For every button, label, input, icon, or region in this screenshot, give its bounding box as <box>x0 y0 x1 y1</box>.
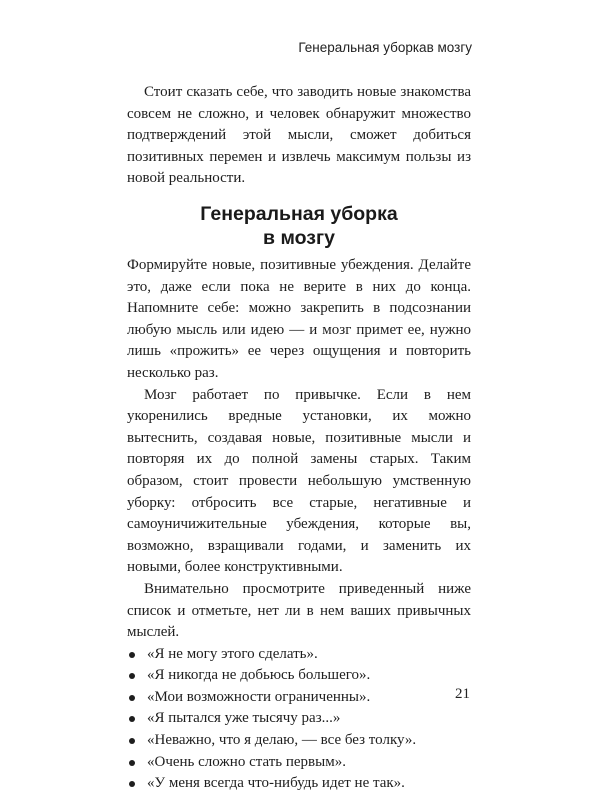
list-item-text: «Неважно, что я делаю, — все без толку». <box>147 732 417 749</box>
list-item-text: «Мои возможности ограниченны». <box>147 688 371 705</box>
intro-paragraph: Стоит сказать себе, что заводить новые знакомства совсем не сложно, и человек обнаружит множество подтверждений этой мысли, сможет добиться позитивных перемен и извлечь максимум пользы из новой реальности. <box>127 84 471 187</box>
list-item-text: «У меня всегда что-нибудь идет не так». <box>147 775 405 792</box>
section-paragraph: Формируйте новые, позитивные убеждения. Делайте это, даже если пока не верите в них до конца. Напомните себе: можно закрепить в подсознании любую мысль или идею — и мозг примет ее, нужно лишь «прожить» ее через ощущения и повторить несколько раз. <box>127 257 471 381</box>
running-head: Генеральная уборкав мозгу <box>298 40 472 55</box>
list-item <box>127 773 471 795</box>
list-item <box>127 730 471 752</box>
bullet-icon <box>129 673 135 679</box>
bullet-icon <box>129 760 135 766</box>
section-paragraph: Внимательно просмотрите приведенный ниже список и отметьте, нет ли в нем ваших привычных мыслей. <box>127 580 471 641</box>
list-item-text: «Я никогда не добьюсь большего». <box>147 667 371 684</box>
list-item <box>127 665 471 687</box>
list-item <box>127 752 471 774</box>
bullet-icon <box>129 738 135 744</box>
list-item-text: «Я пытался уже тысячу раз...» <box>147 710 341 727</box>
list-item <box>127 708 471 730</box>
bullet-icon <box>129 695 135 701</box>
section-heading <box>127 202 471 250</box>
page-number: 21 <box>455 686 470 702</box>
list-item <box>127 644 471 666</box>
bullet-icon <box>129 781 135 787</box>
list-item-text: «Я не могу этого сделать». <box>147 645 318 662</box>
bullet-icon <box>129 652 135 658</box>
section-heading-line1: Генеральная уборка <box>200 203 398 225</box>
section-body <box>127 255 471 795</box>
section-paragraph: Мозг работает по привычке. Если в нем укоренились вредные установки, их можно вытеснить, создавая новые, позитивные мысли и повторяя их до полной замены старых. Таким образом, стоит провести небольшую умственную уборку: отбросить все старые, негативные и самоуничижительные убеждения, которые вы, возможно, взращивали годами, и заменить их новыми, более конструктивными. <box>127 386 471 576</box>
list-item <box>127 687 471 709</box>
thought-list <box>127 644 471 795</box>
bullet-icon <box>129 716 135 722</box>
section-heading-line2: в мозгу <box>263 227 335 249</box>
list-item-text: «Очень сложно стать первым». <box>147 753 346 770</box>
